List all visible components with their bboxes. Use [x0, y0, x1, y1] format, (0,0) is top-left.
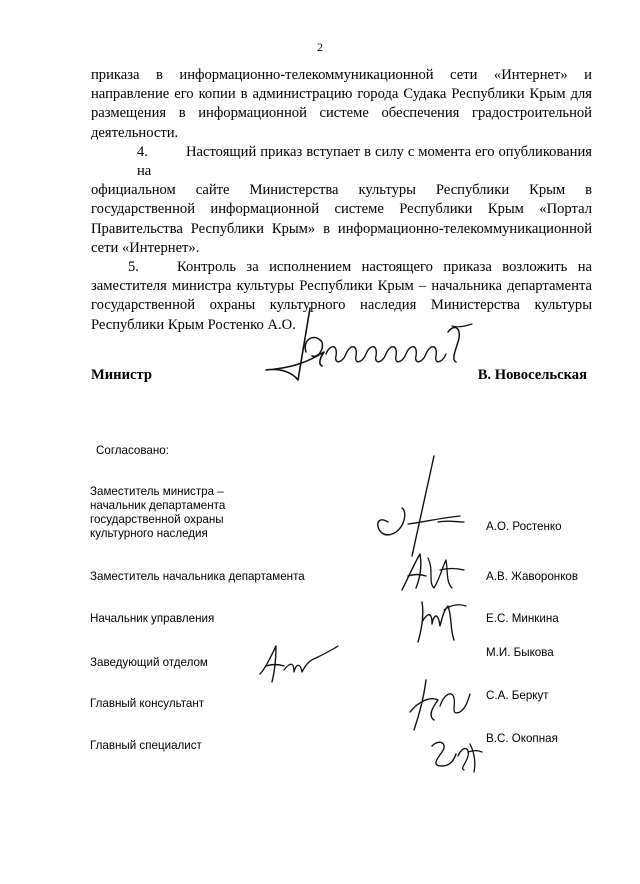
approver-title	[90, 612, 214, 626]
approver-name: С.А. Беркут	[486, 689, 549, 702]
paragraph-line: приказа в информационно-телекоммуникационной сети «Интернет» и	[91, 67, 592, 83]
approver-title	[90, 739, 202, 753]
minister-name: В. Новосельская	[477, 367, 587, 383]
approver-signature	[414, 596, 470, 646]
approver-title	[90, 656, 208, 670]
page-number: 2	[317, 40, 323, 54]
approver-name: А.В. Жаворонков	[486, 570, 578, 583]
minister-signature	[262, 302, 482, 402]
paragraph-line: государственной информационной системе Республики Крым «Портал	[91, 201, 592, 218]
approver-title-line: Заместитель министра –	[90, 485, 224, 498]
approver-name: Е.С. Минкина	[486, 612, 559, 625]
approver-signature	[428, 734, 484, 776]
approver-signature	[256, 640, 340, 688]
approver-title	[90, 570, 305, 584]
paragraph-continuation	[91, 66, 592, 143]
approver-name: М.И. Быкова	[486, 646, 554, 659]
paragraph-line: сети «Интернет».	[91, 239, 200, 256]
paragraph-line: заместителя министра культуры Республики Крым – начальника департамента	[91, 278, 592, 295]
approver-title-line: культурного наследия	[90, 527, 208, 540]
minister-title: Министр	[91, 367, 152, 383]
approver-title-line: Главный консультант	[90, 697, 205, 710]
approver-title-line: начальник департамента	[90, 499, 226, 512]
paragraph-number: 4.	[137, 143, 148, 160]
paragraph-line: официальном сайте Министерства культуры Республики Крым в	[91, 182, 592, 199]
approver-signature	[398, 548, 468, 596]
paragraph-line: направление его копии в администрацию города Судака Республики Крым для	[91, 86, 592, 103]
paragraph-line: размещения в информационной системе обеспечения градостроительной	[91, 105, 592, 122]
approver-title-line: Начальник управления	[90, 612, 215, 625]
document-body	[91, 66, 592, 335]
approver-signature	[368, 452, 468, 562]
approver-title-line: Заместитель начальника департамента	[90, 570, 305, 583]
approver-title	[90, 485, 225, 541]
approver-signature	[404, 676, 474, 736]
paragraph-line: Настоящий приказ вступает в силу с момента его опубликования на	[137, 143, 592, 180]
approver-title-line: Главный специалист	[90, 739, 202, 752]
paragraph-number: 5.	[128, 259, 139, 276]
approver-name: В.С. Окопная	[486, 732, 558, 745]
paragraph-line: Контроль за исполнением настоящего приказа возложить на	[177, 259, 592, 276]
paragraph-4	[91, 143, 592, 258]
approver-title	[90, 697, 204, 711]
paragraph-line: Республики Крым Ростенко А.О.	[91, 316, 296, 333]
approval-heading: Согласовано:	[96, 444, 169, 457]
paragraph-line: государственной охраны культурного наследия Министерства культуры	[91, 297, 592, 314]
paragraph-line: деятельности.	[91, 124, 179, 141]
approver-name: А.О. Ростенко	[486, 520, 562, 533]
approver-title-line: Заведующий отделом	[90, 656, 208, 669]
approver-title-line: государственной охраны	[90, 513, 224, 526]
paragraph-line: Правительства Республики Крым» в информационно-телекоммуникационной	[91, 220, 592, 237]
